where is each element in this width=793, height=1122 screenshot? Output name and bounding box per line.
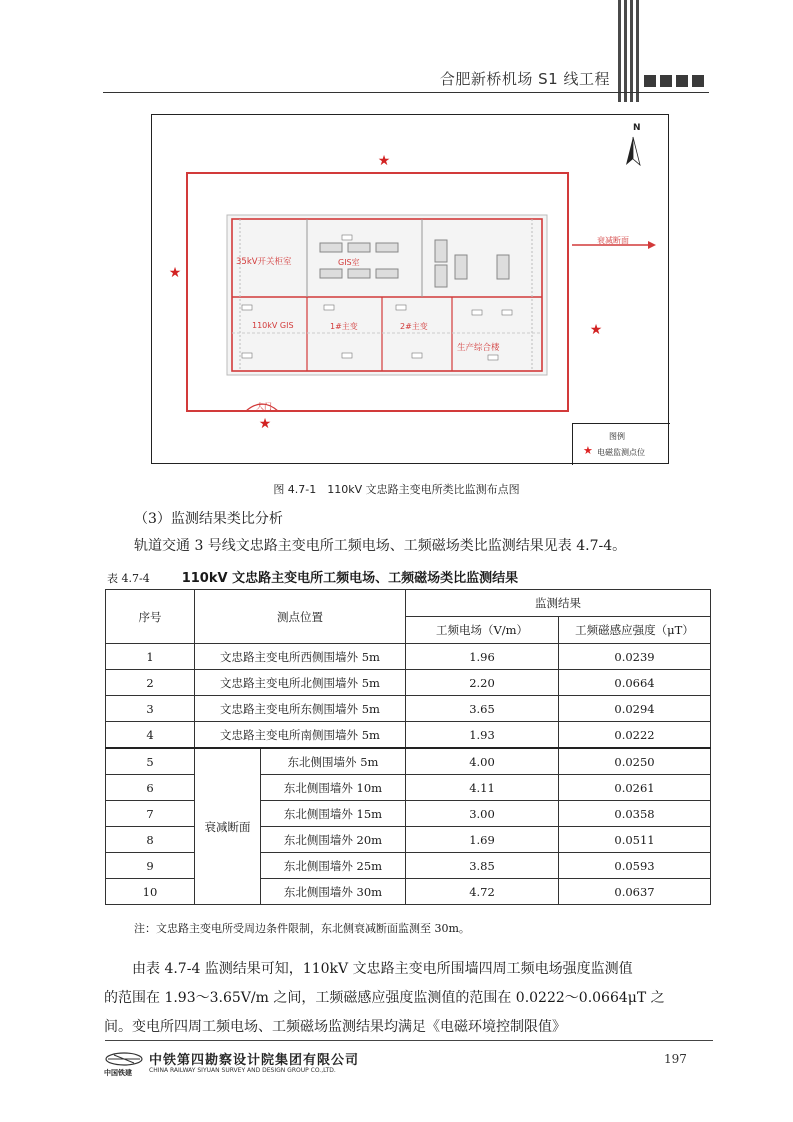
table-caption — [107, 567, 518, 586]
table-row — [106, 644, 711, 670]
page-number: 197 — [664, 1052, 687, 1066]
monitoring-results-table — [105, 589, 711, 905]
table-row — [106, 748, 711, 775]
cell-mfield: 0.0239 — [559, 644, 711, 670]
cell-mfield: 0.0294 — [559, 696, 711, 722]
cell-mfield: 0.0593 — [559, 853, 711, 879]
cell-efield: 3.65 — [406, 696, 559, 722]
rail-brand: 中国铁建 — [104, 1069, 132, 1077]
company-name: 中铁第四勘察设计院集团有限公司 — [149, 1053, 360, 1068]
cell-efield: 3.85 — [406, 853, 559, 879]
cell-seq: 10 — [106, 879, 195, 905]
cell-location: 文忠路主变电所东侧围墙外 5m — [195, 696, 406, 722]
figure-legend — [572, 423, 670, 465]
cell-seq: 5 — [106, 748, 195, 775]
cell-seq: 9 — [106, 853, 195, 879]
site-plan-drawing — [152, 115, 670, 465]
cell-seq: 7 — [106, 801, 195, 827]
cell-location: 东北侧围墙外 5m — [261, 748, 406, 775]
conclusion-line: 间。变电所四周工频电场、工频磁场监测结果均满足《电磁环境控制限值》 — [104, 1019, 566, 1035]
cell-efield: 4.11 — [406, 775, 559, 801]
label-attenuation: 衰减断面 — [597, 236, 629, 245]
conclusion-paragraph — [104, 955, 710, 1042]
cell-group-attenuation: 衰减断面 — [195, 748, 261, 905]
conclusion-line: 由表 4.7-4 监测结果可知，110kV 文忠路主变电所围墙四周工频电场强度监测值 — [132, 961, 633, 977]
label-110kv-gis: 110kV GIS — [252, 321, 294, 330]
section-intro: 轨道交通 3 号线文忠路主变电所工频电场、工频磁场类比监测结果见表 4.7-4。 — [134, 538, 627, 554]
svg-text:★: ★ — [377, 153, 391, 169]
star-icon: ★ — [583, 444, 593, 457]
figure-caption: 图 4.7-1 110kV 文忠路主变电所类比监测布点图 — [273, 483, 520, 496]
header-results: 监测结果 — [406, 590, 711, 617]
header-location: 测点位置 — [195, 590, 406, 644]
table-row — [106, 696, 711, 722]
table-row — [106, 670, 711, 696]
cell-mfield: 0.0664 — [559, 670, 711, 696]
cell-efield: 1.69 — [406, 827, 559, 853]
cell-seq: 6 — [106, 775, 195, 801]
cell-location: 文忠路主变电所北侧围墙外 5m — [195, 670, 406, 696]
svg-text:★: ★ — [589, 322, 603, 338]
section-heading: （3）监测结果类比分析 — [134, 511, 283, 527]
label-gate: 大门 — [256, 402, 272, 411]
legend-item-label: 电磁监测点位 — [597, 448, 645, 457]
header-title: 合肥新桥机场 S1 线工程 — [439, 70, 610, 88]
cell-mfield: 0.0222 — [559, 722, 711, 749]
cell-mfield: 0.0511 — [559, 827, 711, 853]
label-35kv-room: 35kV开关柜室 — [236, 257, 292, 267]
table-row — [106, 722, 711, 749]
header-squares — [644, 72, 708, 91]
cell-efield: 2.20 — [406, 670, 559, 696]
svg-text:★: ★ — [168, 265, 182, 281]
conclusion-line: 的范围在 1.93～3.65V/m 之间，工频磁感应强度监测值的范围在 0.0222～0.0664μT 之 — [104, 990, 665, 1006]
cell-mfield: 0.0261 — [559, 775, 711, 801]
cell-location: 文忠路主变电所南侧围墙外 5m — [195, 722, 406, 749]
header-seq: 序号 — [106, 590, 195, 644]
cell-efield: 1.96 — [406, 644, 559, 670]
cell-location: 东北侧围墙外 15m — [261, 801, 406, 827]
cell-efield: 4.00 — [406, 748, 559, 775]
label-gis-room: GIS室 — [338, 258, 360, 267]
cell-efield: 1.93 — [406, 722, 559, 749]
label-transformer-2: 2#主变 — [400, 322, 428, 331]
header-mfield: 工频磁感应强度（μT） — [559, 617, 711, 644]
cell-mfield: 0.0250 — [559, 748, 711, 775]
cell-seq: 8 — [106, 827, 195, 853]
cell-mfield: 0.0637 — [559, 879, 711, 905]
cell-efield: 3.00 — [406, 801, 559, 827]
label-production-building: 生产综合楼 — [457, 343, 500, 353]
cell-efield: 4.72 — [406, 879, 559, 905]
header-decoration-bars — [618, 0, 644, 102]
legend-title: 图例 — [609, 432, 625, 441]
cell-seq: 1 — [106, 644, 195, 670]
company-name-en: CHINA RAILWAY SIYUAN SURVEY AND DESIGN GROUP CO.,LTD. — [149, 1067, 336, 1074]
cell-location: 文忠路主变电所西侧围墙外 5m — [195, 644, 406, 670]
monitoring-layout-figure — [151, 114, 669, 464]
cell-location: 东北侧围墙外 10m — [261, 775, 406, 801]
footer-rule — [105, 1040, 713, 1041]
table-note: 注：文忠路主变电所受周边条件限制，东北侧衰减断面监测至 30m。 — [134, 922, 470, 935]
table-title: 110kV 文忠路主变电所工频电场、工频磁场类比监测结果 — [181, 571, 519, 586]
label-transformer-1: 1#主变 — [330, 322, 358, 331]
cell-mfield: 0.0358 — [559, 801, 711, 827]
table-number: 表 4.7-4 — [107, 572, 150, 585]
svg-text:★: ★ — [258, 416, 272, 432]
north-label: N — [633, 123, 641, 133]
cell-location: 东北侧围墙外 30m — [261, 879, 406, 905]
header-rule — [103, 92, 709, 93]
cell-seq: 4 — [106, 722, 195, 749]
cell-seq: 2 — [106, 670, 195, 696]
cell-seq: 3 — [106, 696, 195, 722]
cell-location: 东北侧围墙外 20m — [261, 827, 406, 853]
header-efield: 工频电场（V/m） — [406, 617, 559, 644]
cell-location: 东北侧围墙外 25m — [261, 853, 406, 879]
